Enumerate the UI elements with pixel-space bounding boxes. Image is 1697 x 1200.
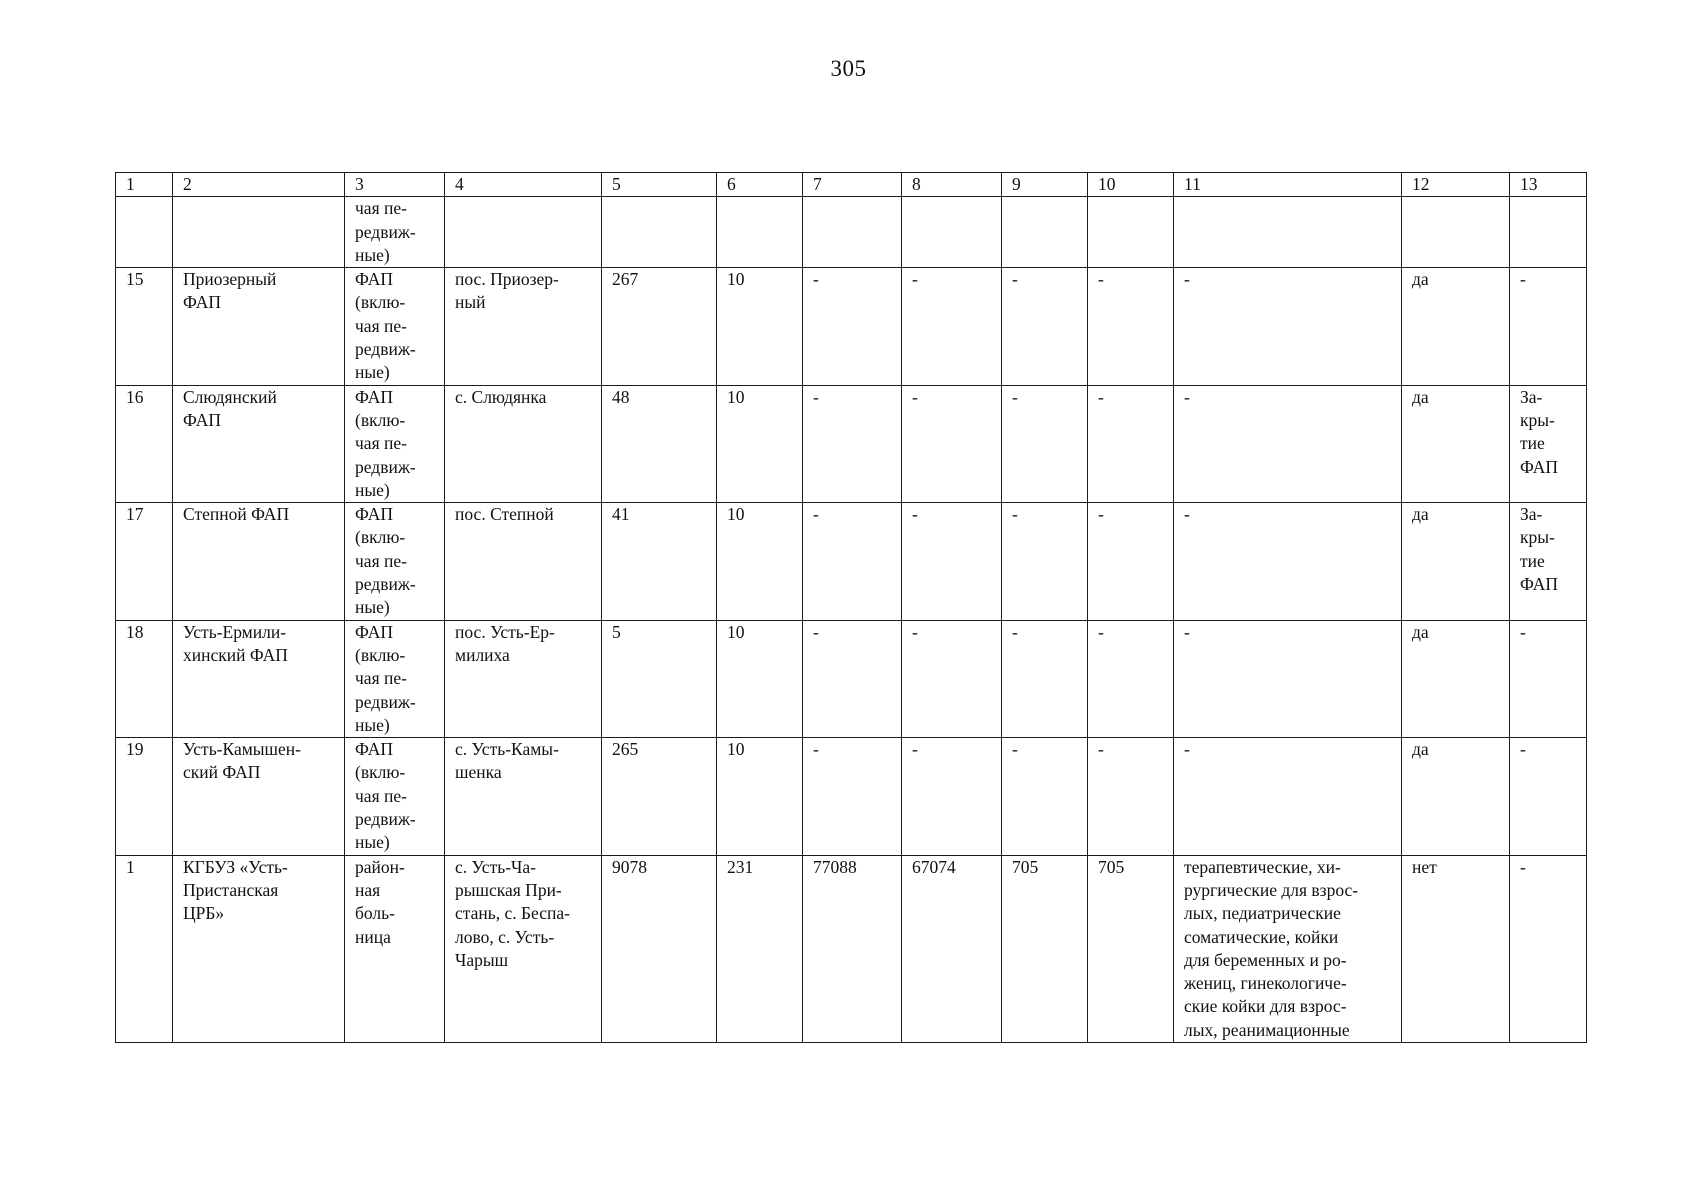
table-cell-col-2 bbox=[173, 385, 345, 502]
cell-text-line: - bbox=[813, 504, 819, 525]
cell-text-line: рышская При- bbox=[455, 879, 562, 900]
table-body bbox=[116, 173, 1587, 1043]
cell-text-line: - bbox=[813, 739, 819, 760]
table-row bbox=[116, 503, 1587, 620]
cell-text-line: терапевтические, хи- bbox=[1184, 856, 1341, 877]
cell-text-line: нет bbox=[1412, 856, 1437, 877]
table-cell-col-10 bbox=[1088, 855, 1174, 1042]
table-cell-col-13 bbox=[1510, 855, 1587, 1042]
table-cell-col-5 bbox=[602, 268, 717, 385]
header-row bbox=[116, 173, 1587, 197]
cell-text-line: - bbox=[1098, 621, 1104, 642]
table-cell-col-7 bbox=[803, 197, 902, 268]
cell-text-line: кры- bbox=[1520, 527, 1555, 548]
cell-text-line: ные) bbox=[355, 244, 390, 265]
cell-text-line: с. Слюдянка bbox=[455, 386, 547, 407]
cell-text-line: ница bbox=[355, 926, 391, 947]
cell-text-line: - bbox=[1520, 621, 1526, 642]
cell-text-line: милиха bbox=[455, 644, 510, 665]
cell-text-line: 41 bbox=[612, 504, 630, 525]
cell-text-line: редвиж- bbox=[355, 809, 416, 830]
cell-text-line: чая пе- bbox=[355, 668, 407, 689]
table-cell-col-13 bbox=[1510, 197, 1587, 268]
cell-text-line: редвиж- bbox=[355, 339, 416, 360]
table-cell-col-3 bbox=[345, 738, 445, 855]
cell-text-line: - bbox=[1184, 386, 1190, 407]
cell-text-line: - bbox=[1098, 504, 1104, 525]
cell-text-line: чая пе- bbox=[355, 550, 407, 571]
cell-text-line: 5 bbox=[612, 621, 621, 642]
cell-text-line: За- bbox=[1520, 504, 1543, 525]
table-cell-col-9 bbox=[1002, 197, 1088, 268]
table-row bbox=[116, 620, 1587, 737]
cell-text-line: ФАП bbox=[183, 409, 221, 430]
table-cell-col-7 bbox=[803, 620, 902, 737]
cell-text-line: да bbox=[1412, 621, 1429, 642]
table-cell-col-12 bbox=[1402, 268, 1510, 385]
cell-text-line: шенка bbox=[455, 762, 502, 783]
table-cell-col-5 bbox=[602, 503, 717, 620]
table-cell-col-11 bbox=[1174, 503, 1402, 620]
cell-text-line: ские койки для взрос- bbox=[1184, 996, 1347, 1017]
table-cell-col-10 bbox=[1088, 620, 1174, 737]
cell-text-line: Чарыш bbox=[455, 949, 509, 970]
cell-text-line: ЦРБ» bbox=[183, 903, 225, 924]
cell-text-line: ФАП bbox=[355, 504, 393, 525]
cell-text-line: 48 bbox=[612, 386, 630, 407]
table-row bbox=[116, 197, 1587, 268]
table-cell-col-13 bbox=[1510, 503, 1587, 620]
table-cell-col-9 bbox=[1002, 503, 1088, 620]
cell-text-line: ная bbox=[355, 879, 381, 900]
table-cell-col-6 bbox=[717, 620, 803, 737]
cell-text-line: Усть-Ермили- bbox=[183, 621, 287, 642]
table-cell-col-12 bbox=[1402, 197, 1510, 268]
cell-text-line: 1 bbox=[126, 856, 135, 877]
header-cell-4: 4 bbox=[445, 173, 602, 197]
table-cell-col-1 bbox=[116, 197, 173, 268]
cell-text-line: да bbox=[1412, 386, 1429, 407]
table-cell-col-1 bbox=[116, 268, 173, 385]
table-cell-col-4 bbox=[445, 503, 602, 620]
cell-text-line: - bbox=[1098, 739, 1104, 760]
cell-text-line: чая пе- bbox=[355, 433, 407, 454]
table-cell-col-7 bbox=[803, 268, 902, 385]
data-table bbox=[115, 172, 1587, 1043]
cell-text-line: (вклю- bbox=[355, 762, 406, 783]
cell-text-line: 19 bbox=[126, 739, 144, 760]
cell-text-line: КГБУЗ «Усть- bbox=[183, 856, 288, 877]
table-cell-col-9 bbox=[1002, 855, 1088, 1042]
cell-text-line: Приозерный bbox=[183, 269, 277, 290]
table-cell-col-12 bbox=[1402, 385, 1510, 502]
table-cell-col-7 bbox=[803, 503, 902, 620]
table-cell-col-2 bbox=[173, 855, 345, 1042]
cell-text-line: для беременных и ро- bbox=[1184, 949, 1347, 970]
table-cell-col-2 bbox=[173, 620, 345, 737]
cell-text-line: 10 bbox=[727, 269, 745, 290]
cell-text-line: - bbox=[912, 504, 918, 525]
cell-text-line: 18 bbox=[126, 621, 144, 642]
cell-text-line: 17 bbox=[126, 504, 144, 525]
table-cell-col-2 bbox=[173, 268, 345, 385]
table-cell-col-5 bbox=[602, 197, 717, 268]
cell-text-line: да bbox=[1412, 739, 1429, 760]
header-cell-2: 2 bbox=[173, 173, 345, 197]
cell-text-line: 10 bbox=[727, 386, 745, 407]
cell-text-line: редвиж- bbox=[355, 221, 416, 242]
cell-text-line: 16 bbox=[126, 386, 144, 407]
table-cell-col-3 bbox=[345, 268, 445, 385]
cell-text-line: чая пе- bbox=[355, 198, 407, 219]
table-cell-col-8 bbox=[902, 385, 1002, 502]
cell-text-line: - bbox=[1520, 269, 1526, 290]
table-cell-col-1 bbox=[116, 620, 173, 737]
table-cell-col-13 bbox=[1510, 738, 1587, 855]
table-cell-col-6 bbox=[717, 385, 803, 502]
table-cell-col-4 bbox=[445, 620, 602, 737]
table-cell-col-5 bbox=[602, 738, 717, 855]
cell-text-line: стань, с. Беспа- bbox=[455, 903, 570, 924]
cell-text-line: ФАП bbox=[355, 739, 393, 760]
page-number: 305 bbox=[830, 56, 867, 81]
cell-text-line: лово, с. Усть- bbox=[455, 926, 555, 947]
table-cell-col-4 bbox=[445, 385, 602, 502]
cell-text-line: - bbox=[1012, 269, 1018, 290]
cell-text-line: редвиж- bbox=[355, 456, 416, 477]
table-cell-col-3 bbox=[345, 385, 445, 502]
cell-text-line: За- bbox=[1520, 386, 1543, 407]
table-row bbox=[116, 738, 1587, 855]
header-cell-7: 7 bbox=[803, 173, 902, 197]
cell-text-line: ные) bbox=[355, 714, 390, 735]
cell-text-line: Степной ФАП bbox=[183, 504, 290, 525]
table-cell-col-6 bbox=[717, 738, 803, 855]
table-row bbox=[116, 855, 1587, 1042]
cell-text-line: - bbox=[1012, 739, 1018, 760]
cell-text-line: - bbox=[1184, 739, 1190, 760]
cell-text-line: - bbox=[1012, 621, 1018, 642]
cell-text-line: - bbox=[1098, 386, 1104, 407]
cell-text-line: 267 bbox=[612, 269, 639, 290]
table-cell-col-7 bbox=[803, 738, 902, 855]
table-cell-col-1 bbox=[116, 503, 173, 620]
cell-text-line: жениц, гинекологиче- bbox=[1184, 973, 1347, 994]
cell-text-line: ФАП bbox=[355, 269, 393, 290]
cell-text-line: редвиж- bbox=[355, 691, 416, 712]
cell-text-line: (вклю- bbox=[355, 527, 406, 548]
cell-text-line: 231 bbox=[727, 856, 754, 877]
cell-text-line: 67074 bbox=[912, 856, 956, 877]
table-cell-col-9 bbox=[1002, 620, 1088, 737]
table-cell-col-10 bbox=[1088, 738, 1174, 855]
cell-text-line: пос. Усть-Ер- bbox=[455, 621, 555, 642]
cell-text-line: Пристанская bbox=[183, 879, 279, 900]
table-cell-col-1 bbox=[116, 385, 173, 502]
cell-text-line: ский ФАП bbox=[183, 762, 261, 783]
table-cell-col-4 bbox=[445, 738, 602, 855]
table-cell-col-2 bbox=[173, 503, 345, 620]
cell-text-line: 10 bbox=[727, 739, 745, 760]
cell-text-line: 705 bbox=[1012, 856, 1039, 877]
table-cell-col-11 bbox=[1174, 855, 1402, 1042]
cell-text-line: ФАП bbox=[1520, 456, 1558, 477]
cell-text-line: - bbox=[912, 386, 918, 407]
table-row bbox=[116, 385, 1587, 502]
cell-text-line: - bbox=[1520, 856, 1526, 877]
table-cell-col-5 bbox=[602, 385, 717, 502]
cell-text-line: ный bbox=[455, 292, 486, 313]
cell-text-line: да bbox=[1412, 504, 1429, 525]
cell-text-line: рургические для взрос- bbox=[1184, 879, 1359, 900]
cell-text-line: соматические, койки bbox=[1184, 926, 1339, 947]
header-cell-10: 10 bbox=[1088, 173, 1174, 197]
table-cell-col-11 bbox=[1174, 738, 1402, 855]
header-cell-8: 8 bbox=[902, 173, 1002, 197]
table-cell-col-10 bbox=[1088, 385, 1174, 502]
table-cell-col-2 bbox=[173, 197, 345, 268]
table-cell-col-11 bbox=[1174, 197, 1402, 268]
table-cell-col-9 bbox=[1002, 738, 1088, 855]
table-cell-col-8 bbox=[902, 268, 1002, 385]
table-cell-col-9 bbox=[1002, 385, 1088, 502]
table-cell-col-13 bbox=[1510, 385, 1587, 502]
table-cell-col-1 bbox=[116, 855, 173, 1042]
cell-text-line: боль- bbox=[355, 903, 395, 924]
table-cell-col-8 bbox=[902, 738, 1002, 855]
table-cell-col-8 bbox=[902, 503, 1002, 620]
header-cell-11: 11 bbox=[1174, 173, 1402, 197]
cell-text-line: редвиж- bbox=[355, 574, 416, 595]
table-cell-col-1 bbox=[116, 738, 173, 855]
cell-text-line: лых, педиатрические bbox=[1184, 903, 1341, 924]
cell-text-line: 705 bbox=[1098, 856, 1125, 877]
table-cell-col-3 bbox=[345, 197, 445, 268]
table-cell-col-10 bbox=[1088, 268, 1174, 385]
cell-text-line: - bbox=[1520, 739, 1526, 760]
cell-text-line: - bbox=[813, 269, 819, 290]
table-cell-col-4 bbox=[445, 268, 602, 385]
table-cell-col-5 bbox=[602, 855, 717, 1042]
header-cell-6: 6 bbox=[717, 173, 803, 197]
cell-text-line: 265 bbox=[612, 739, 639, 760]
table-cell-col-9 bbox=[1002, 268, 1088, 385]
table-cell-col-11 bbox=[1174, 385, 1402, 502]
cell-text-line: (вклю- bbox=[355, 644, 406, 665]
cell-text-line: ные) bbox=[355, 832, 390, 853]
table-cell-col-3 bbox=[345, 503, 445, 620]
cell-text-line: - bbox=[912, 269, 918, 290]
cell-text-line: - bbox=[1184, 504, 1190, 525]
cell-text-line: пос. Степной bbox=[455, 504, 554, 525]
table-cell-col-2 bbox=[173, 738, 345, 855]
table-cell-col-6 bbox=[717, 268, 803, 385]
table-cell-col-6 bbox=[717, 855, 803, 1042]
cell-text-line: 9078 bbox=[612, 856, 647, 877]
cell-text-line: кры- bbox=[1520, 409, 1555, 430]
table-cell-col-12 bbox=[1402, 503, 1510, 620]
header-cell-9: 9 bbox=[1002, 173, 1088, 197]
table-cell-col-12 bbox=[1402, 855, 1510, 1042]
cell-text-line: да bbox=[1412, 269, 1429, 290]
header-cell-12: 12 bbox=[1402, 173, 1510, 197]
header-cell-1: 1 bbox=[116, 173, 173, 197]
cell-text-line: - bbox=[1184, 621, 1190, 642]
cell-text-line: с. Усть-Камы- bbox=[455, 739, 559, 760]
table-cell-col-5 bbox=[602, 620, 717, 737]
cell-text-line: пос. Приозер- bbox=[455, 269, 559, 290]
table-cell-col-11 bbox=[1174, 268, 1402, 385]
table-cell-col-6 bbox=[717, 503, 803, 620]
header-cell-13: 13 bbox=[1510, 173, 1587, 197]
cell-text-line: ные) bbox=[355, 362, 390, 383]
cell-text-line: - bbox=[813, 621, 819, 642]
table-cell-col-8 bbox=[902, 620, 1002, 737]
cell-text-line: - bbox=[912, 739, 918, 760]
cell-text-line: тие bbox=[1520, 433, 1545, 454]
cell-text-line: - bbox=[1184, 269, 1190, 290]
cell-text-line: ФАП bbox=[183, 292, 221, 313]
table-cell-col-12 bbox=[1402, 738, 1510, 855]
table-cell-col-3 bbox=[345, 620, 445, 737]
table-cell-col-4 bbox=[445, 197, 602, 268]
cell-text-line: чая пе- bbox=[355, 785, 407, 806]
cell-text-line: - bbox=[912, 621, 918, 642]
cell-text-line: - bbox=[813, 386, 819, 407]
cell-text-line: (вклю- bbox=[355, 292, 406, 313]
cell-text-line: 77088 bbox=[813, 856, 857, 877]
table-cell-col-7 bbox=[803, 385, 902, 502]
table-cell-col-7 bbox=[803, 855, 902, 1042]
cell-text-line: с. Усть-Ча- bbox=[455, 856, 536, 877]
cell-text-line: - bbox=[1012, 504, 1018, 525]
cell-text-line: - bbox=[1012, 386, 1018, 407]
cell-text-line: ные) bbox=[355, 479, 390, 500]
cell-text-line: 10 bbox=[727, 504, 745, 525]
header-cell-5: 5 bbox=[602, 173, 717, 197]
cell-text-line: лых, реанимационные bbox=[1184, 1019, 1350, 1040]
cell-text-line: 10 bbox=[727, 621, 745, 642]
cell-text-line: ФАП bbox=[355, 621, 393, 642]
cell-text-line: ные) bbox=[355, 597, 390, 618]
cell-text-line: Усть-Камышен- bbox=[183, 739, 301, 760]
cell-text-line: - bbox=[1098, 269, 1104, 290]
table-cell-col-13 bbox=[1510, 620, 1587, 737]
table-cell-col-3 bbox=[345, 855, 445, 1042]
cell-text-line: (вклю- bbox=[355, 409, 406, 430]
table-cell-col-4 bbox=[445, 855, 602, 1042]
cell-text-line: хинский ФАП bbox=[183, 644, 288, 665]
table-cell-col-13 bbox=[1510, 268, 1587, 385]
cell-text-line: ФАП bbox=[1520, 574, 1558, 595]
table-cell-col-12 bbox=[1402, 620, 1510, 737]
cell-text-line: ФАП bbox=[355, 386, 393, 407]
table-row bbox=[116, 268, 1587, 385]
header-cell-3: 3 bbox=[345, 173, 445, 197]
cell-text-line: тие bbox=[1520, 550, 1545, 571]
table-cell-col-8 bbox=[902, 855, 1002, 1042]
table-cell-col-10 bbox=[1088, 503, 1174, 620]
table-cell-col-6 bbox=[717, 197, 803, 268]
cell-text-line: 15 bbox=[126, 269, 144, 290]
table-cell-col-10 bbox=[1088, 197, 1174, 268]
table-cell-col-11 bbox=[1174, 620, 1402, 737]
cell-text-line: Слюдянский bbox=[183, 386, 277, 407]
cell-text-line: район- bbox=[355, 856, 405, 877]
cell-text-line: чая пе- bbox=[355, 315, 407, 336]
table-cell-col-8 bbox=[902, 197, 1002, 268]
